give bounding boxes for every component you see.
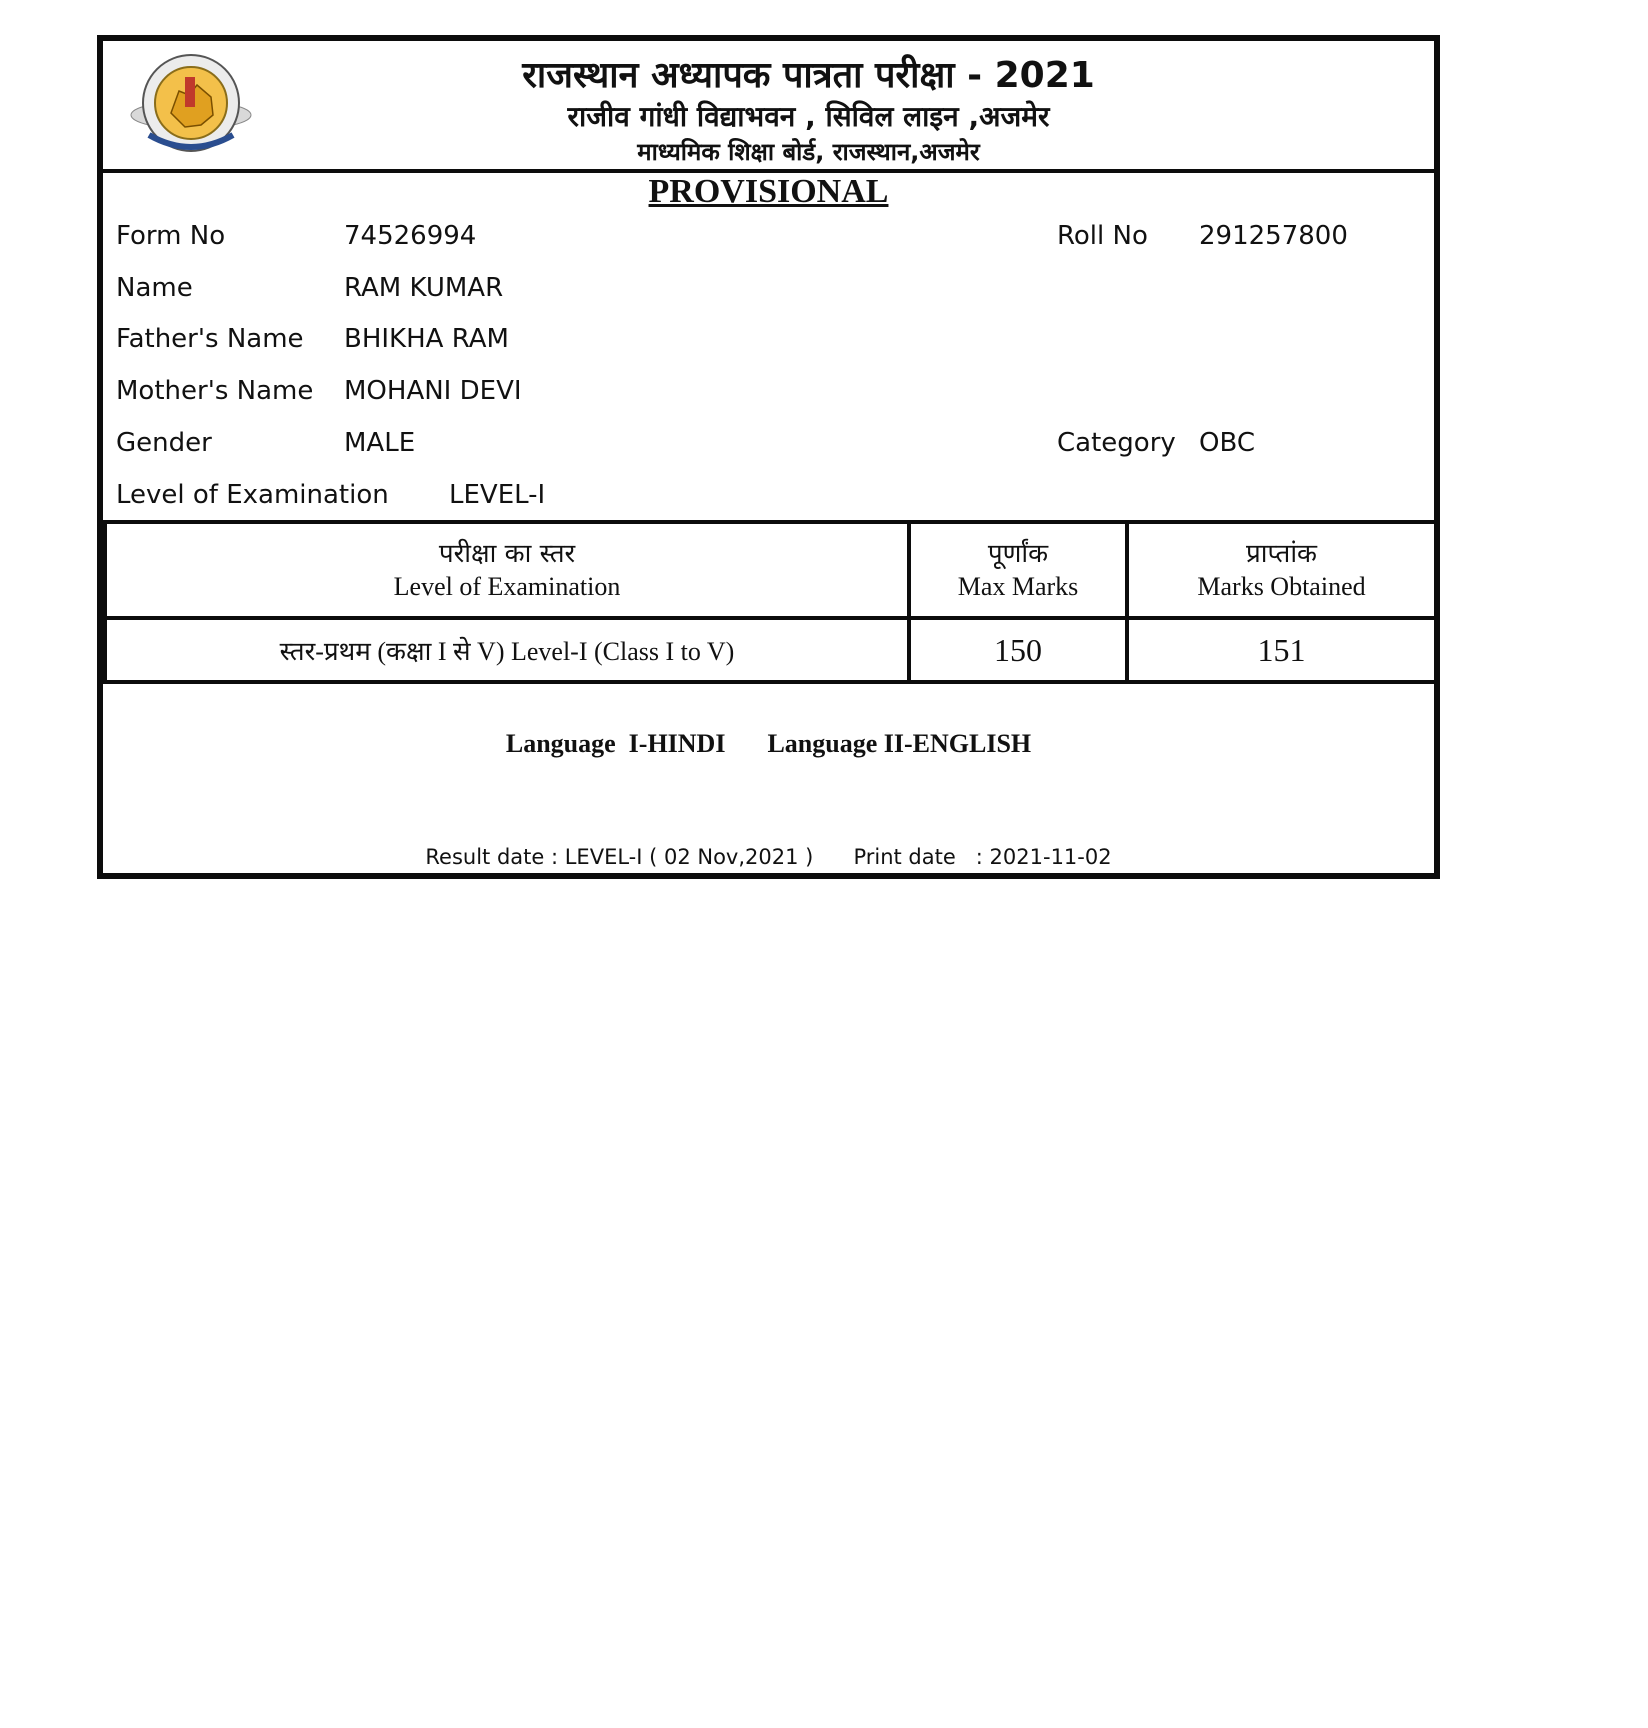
- gender-label: Gender: [116, 428, 212, 458]
- level-value: LEVEL-I: [449, 480, 546, 510]
- languages: [103, 729, 1434, 759]
- header-level-hi: परीक्षा का स्तर: [438, 539, 576, 569]
- marks-table: [103, 520, 1438, 684]
- header-max-hi: पूर्णांक: [987, 539, 1049, 569]
- form-no-value: 74526994: [344, 221, 477, 251]
- gender-value: MALE: [344, 428, 416, 458]
- mother-name-label: Mother's Name: [116, 376, 314, 406]
- header-max-en: Max Marks: [957, 572, 1079, 601]
- header: [103, 41, 1434, 173]
- header-title: राजस्थान अध्यापक पात्रता परीक्षा - 2021: [522, 55, 1095, 96]
- footer: [103, 845, 1434, 869]
- name-value: RAM KUMAR: [344, 273, 504, 303]
- category-value: OBC: [1199, 428, 1255, 458]
- name-label: Name: [116, 273, 193, 303]
- header-address: राजीव गांधी विद्याभवन , सिविल लाइन ,अजमेर: [567, 100, 1050, 133]
- table-row: [105, 618, 1436, 682]
- form-no-label: Form No: [116, 221, 226, 251]
- header-obtained-en: Marks Obtained: [1197, 572, 1366, 601]
- level-label: Level of Examination: [116, 480, 389, 510]
- header-obtained: [1127, 522, 1436, 618]
- father-name-label: Father's Name: [116, 324, 304, 354]
- cell-max-marks: 150: [909, 618, 1127, 682]
- father-name-value: BHIKHA RAM: [344, 324, 509, 354]
- roll-no-label: Roll No: [1057, 221, 1148, 251]
- header-level: [105, 522, 909, 618]
- header-board: माध्यमिक शिक्षा बोर्ड, राजस्थान,अजमेर: [637, 138, 980, 166]
- provisional-label: PROVISIONAL: [648, 173, 889, 210]
- language-1: Language I-HINDI: [505, 729, 726, 758]
- result-date: Result date : LEVEL-I ( 02 Nov,2021 ): [425, 845, 814, 869]
- mother-name-value: MOHANI DEVI: [344, 376, 522, 406]
- header-level-en: Level of Examination: [393, 572, 621, 601]
- result-card: [97, 35, 1440, 879]
- header-max: [909, 522, 1127, 618]
- roll-no-value: 291257800: [1199, 221, 1348, 251]
- language-2: Language II-ENGLISH: [767, 729, 1032, 758]
- table-header-row: [105, 522, 1436, 618]
- category-label: Category: [1057, 428, 1176, 458]
- cell-marks-obtained: 151: [1127, 618, 1436, 682]
- header-obtained-hi: प्राप्तांक: [1245, 539, 1318, 569]
- cell-level: स्तर-प्रथम (कक्षा I से V) Level-I (Class I to V): [105, 618, 909, 682]
- print-date: Print date : 2021-11-02: [853, 845, 1112, 869]
